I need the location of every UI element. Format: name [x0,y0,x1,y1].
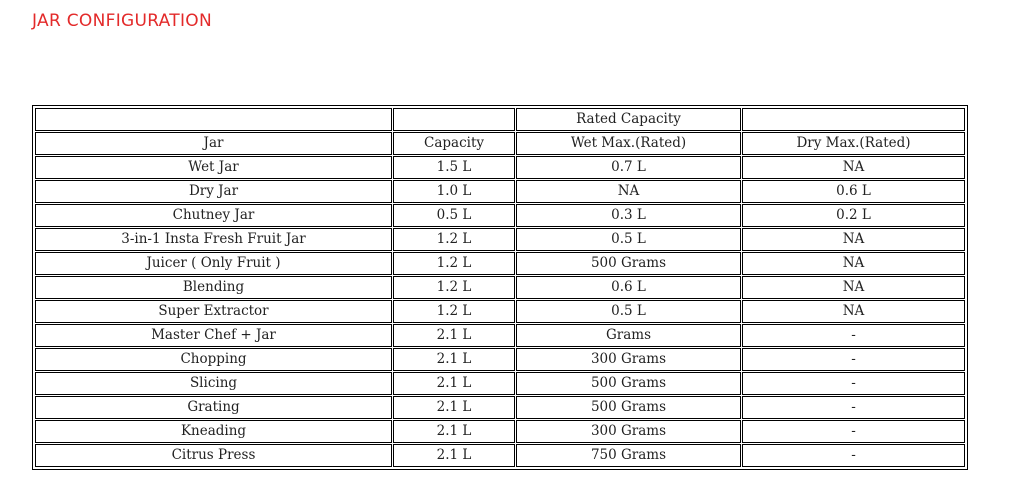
cell-wet-max: 500 Grams [516,396,741,419]
cell-jar: Super Extractor [35,300,392,323]
cell-dry-max: - [742,348,965,371]
cell-capacity: 1.2 L [393,228,515,251]
cell-wet-max: 0.3 L [516,204,741,227]
table-row [35,228,965,251]
cell-capacity: 1.5 L [393,156,515,179]
cell-capacity: 1.0 L [393,180,515,203]
cell-dry-max: NA [742,276,965,299]
cell-jar: Chutney Jar [35,204,392,227]
cell-jar: Blending [35,276,392,299]
cell-jar: Kneading [35,420,392,443]
cell-capacity: 2.1 L [393,372,515,395]
column-header-jar: Jar [35,132,392,155]
cell-wet-max: 500 Grams [516,372,741,395]
column-header-capacity: Capacity [393,132,515,155]
column-header-row [35,132,965,155]
group-header-cell [742,108,965,131]
group-header-rated-capacity: Rated Capacity [516,108,741,131]
cell-dry-max: NA [742,156,965,179]
cell-dry-max: NA [742,228,965,251]
cell-wet-max: NA [516,180,741,203]
cell-wet-max: 300 Grams [516,420,741,443]
column-header-wet-max: Wet Max.(Rated) [516,132,741,155]
cell-capacity: 1.2 L [393,276,515,299]
table-row [35,372,965,395]
table-row [35,324,965,347]
table-row [35,252,965,275]
table-row [35,204,965,227]
cell-capacity: 1.2 L [393,300,515,323]
table-row [35,396,965,419]
cell-jar: Grating [35,396,392,419]
cell-wet-max: 0.5 L [516,228,741,251]
cell-capacity: 2.1 L [393,420,515,443]
cell-capacity: 2.1 L [393,444,515,467]
cell-wet-max: 300 Grams [516,348,741,371]
cell-capacity: 2.1 L [393,348,515,371]
cell-jar: Wet Jar [35,156,392,179]
cell-dry-max: - [742,396,965,419]
cell-wet-max: 0.5 L [516,300,741,323]
cell-jar: Chopping [35,348,392,371]
cell-wet-max: 0.7 L [516,156,741,179]
cell-capacity: 1.2 L [393,252,515,275]
table-row [35,300,965,323]
table-row [35,420,965,443]
cell-dry-max: NA [742,300,965,323]
group-header-cell [393,108,515,131]
cell-capacity: 0.5 L [393,204,515,227]
cell-capacity: 2.1 L [393,324,515,347]
cell-jar: Master Chef + Jar [35,324,392,347]
cell-capacity: 2.1 L [393,396,515,419]
cell-jar: Slicing [35,372,392,395]
cell-dry-max: - [742,444,965,467]
cell-jar: 3-in-1 Insta Fresh Fruit Jar [35,228,392,251]
cell-jar: Dry Jar [35,180,392,203]
table-row [35,276,965,299]
group-header-row [35,108,965,131]
table-row [35,180,965,203]
cell-dry-max: NA [742,252,965,275]
cell-wet-max: 500 Grams [516,252,741,275]
cell-dry-max: - [742,420,965,443]
cell-dry-max: - [742,324,965,347]
column-header-dry-max: Dry Max.(Rated) [742,132,965,155]
table-row [35,348,965,371]
jar-configuration-table [32,105,968,470]
page-title: JAR CONFIGURATION [32,11,212,31]
cell-wet-max: Grams [516,324,741,347]
table-row [35,156,965,179]
cell-wet-max: 0.6 L [516,276,741,299]
cell-wet-max: 750 Grams [516,444,741,467]
cell-dry-max: 0.6 L [742,180,965,203]
group-header-cell [35,108,392,131]
cell-dry-max: - [742,372,965,395]
table-row [35,444,965,467]
cell-dry-max: 0.2 L [742,204,965,227]
cell-jar: Citrus Press [35,444,392,467]
cell-jar: Juicer ( Only Fruit ) [35,252,392,275]
